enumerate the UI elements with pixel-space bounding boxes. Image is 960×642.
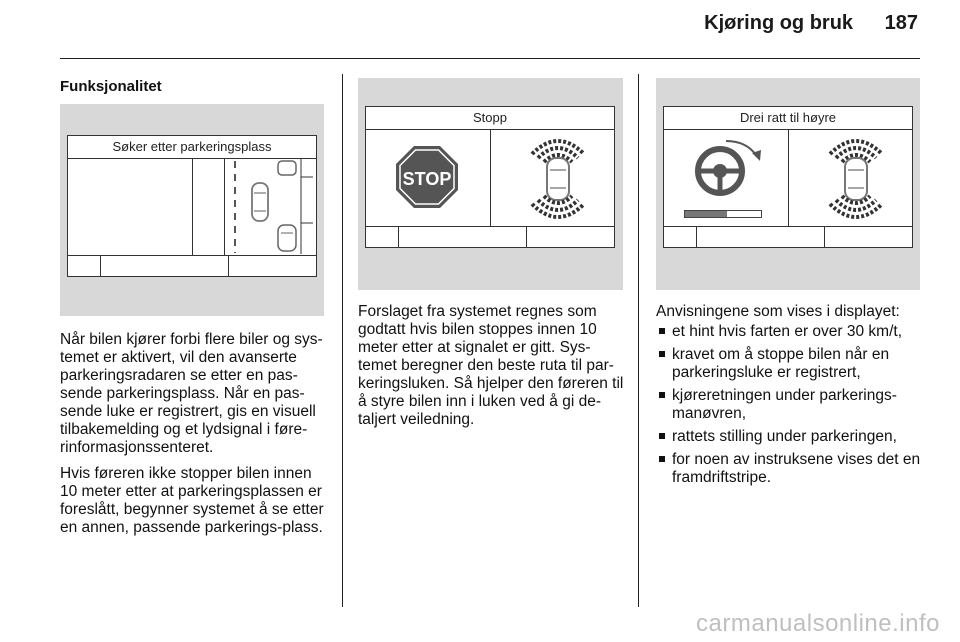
- screen-divider: [788, 129, 789, 226]
- stop-sign-icon: [394, 144, 460, 210]
- display-screen: [663, 106, 913, 248]
- list-item-text: kjøreretningen under parkerings-manøvren,: [672, 387, 897, 422]
- parked-car-icon: [278, 161, 296, 251]
- column1-text: [60, 331, 328, 545]
- screen-title: Drei ratt til høyre: [664, 107, 912, 130]
- figure-searching-parking: [60, 104, 324, 316]
- bullet-icon: [659, 328, 665, 334]
- list-item: [656, 346, 926, 382]
- screen-divider: [664, 226, 912, 227]
- list-item-text: for noen av instruksene vises det en framdriftstripe.: [672, 451, 921, 486]
- instruction-list: [656, 323, 926, 487]
- screen-divider: [526, 226, 527, 247]
- car-sensor-icon: [808, 132, 904, 224]
- screen-title: Søker etter parkeringsplass: [68, 136, 316, 159]
- list-item: [656, 387, 926, 423]
- screen-divider: [490, 129, 491, 226]
- screen-divider: [228, 255, 229, 276]
- list-item-text: et hint hvis farten er over 30 km/t,: [672, 323, 903, 340]
- screen-divider: [696, 226, 697, 247]
- screen-divider: [100, 255, 101, 276]
- column-divider: [638, 74, 639, 607]
- list-item: [656, 428, 926, 446]
- screen-divider: [398, 226, 399, 247]
- figure-steer-right: [656, 78, 920, 290]
- page-header: [704, 12, 918, 35]
- page-title: Kjøring og bruk: [704, 12, 854, 34]
- list-item-text: kravet om å stoppe bilen når en parkeringsluke er registrert,: [672, 346, 890, 381]
- paragraph: Når bilen kjører forbi flere biler og sys-temet er aktivert, vil den avanserte parkeringsradaren se etter en pas-sende parkeringsplass. Når en pas-sende luke er registrert, gis en visuell tilbakemelding og et lydsignal i føre-rinformasjonssenteret.: [60, 331, 323, 456]
- section-heading: Funksjonalitet: [60, 78, 162, 95]
- screen-divider: [68, 255, 316, 256]
- list-item-text: rattets stilling under parkeringen,: [672, 428, 897, 445]
- screen-title: Stopp: [366, 107, 614, 130]
- steering-wheel-icon: [690, 137, 770, 201]
- paragraph: Forslaget fra systemet regnes som godtatt hvis bilen stoppes innen 10 meter etter at signalet er gitt. Sys-temet beregner den beste ruta til par-keringsluken. Så hjelper den føreren til å styre bilen inn i luken ved å gi de-taljert veiledning.: [358, 303, 624, 428]
- column3-text: [656, 303, 926, 492]
- column-divider: [342, 74, 343, 607]
- watermark: carmanualsonline.info: [696, 610, 940, 637]
- display-screen: [67, 135, 317, 277]
- screen-divider: [366, 226, 614, 227]
- screen-divider: [192, 158, 193, 255]
- header-rule: [60, 58, 920, 59]
- bullet-icon: [659, 433, 665, 439]
- parking-scene-icon: [225, 159, 315, 254]
- list-intro: Anvisningene som vises i displayet:: [656, 303, 900, 320]
- car-icon: [252, 183, 268, 221]
- progress-bar: [684, 210, 762, 218]
- display-screen: [365, 106, 615, 248]
- bullet-icon: [659, 456, 665, 462]
- car-sensor-icon: [510, 132, 606, 224]
- bullet-icon: [659, 351, 665, 357]
- column2-text: [358, 303, 626, 437]
- figure-stop: [358, 78, 623, 290]
- paragraph: Hvis føreren ikke stopper bilen innen 10 meter etter at parkeringsplassen er foreslått, begynner systemet å se etter en annen, passende parkerings-plass.: [60, 465, 324, 536]
- page-number: 187: [884, 12, 918, 34]
- screen-divider: [824, 226, 825, 247]
- stop-sign-text: STOP: [402, 169, 452, 189]
- bullet-icon: [659, 392, 665, 398]
- list-item: [656, 451, 926, 487]
- progress-fill: [685, 211, 727, 217]
- list-item: [656, 323, 926, 341]
